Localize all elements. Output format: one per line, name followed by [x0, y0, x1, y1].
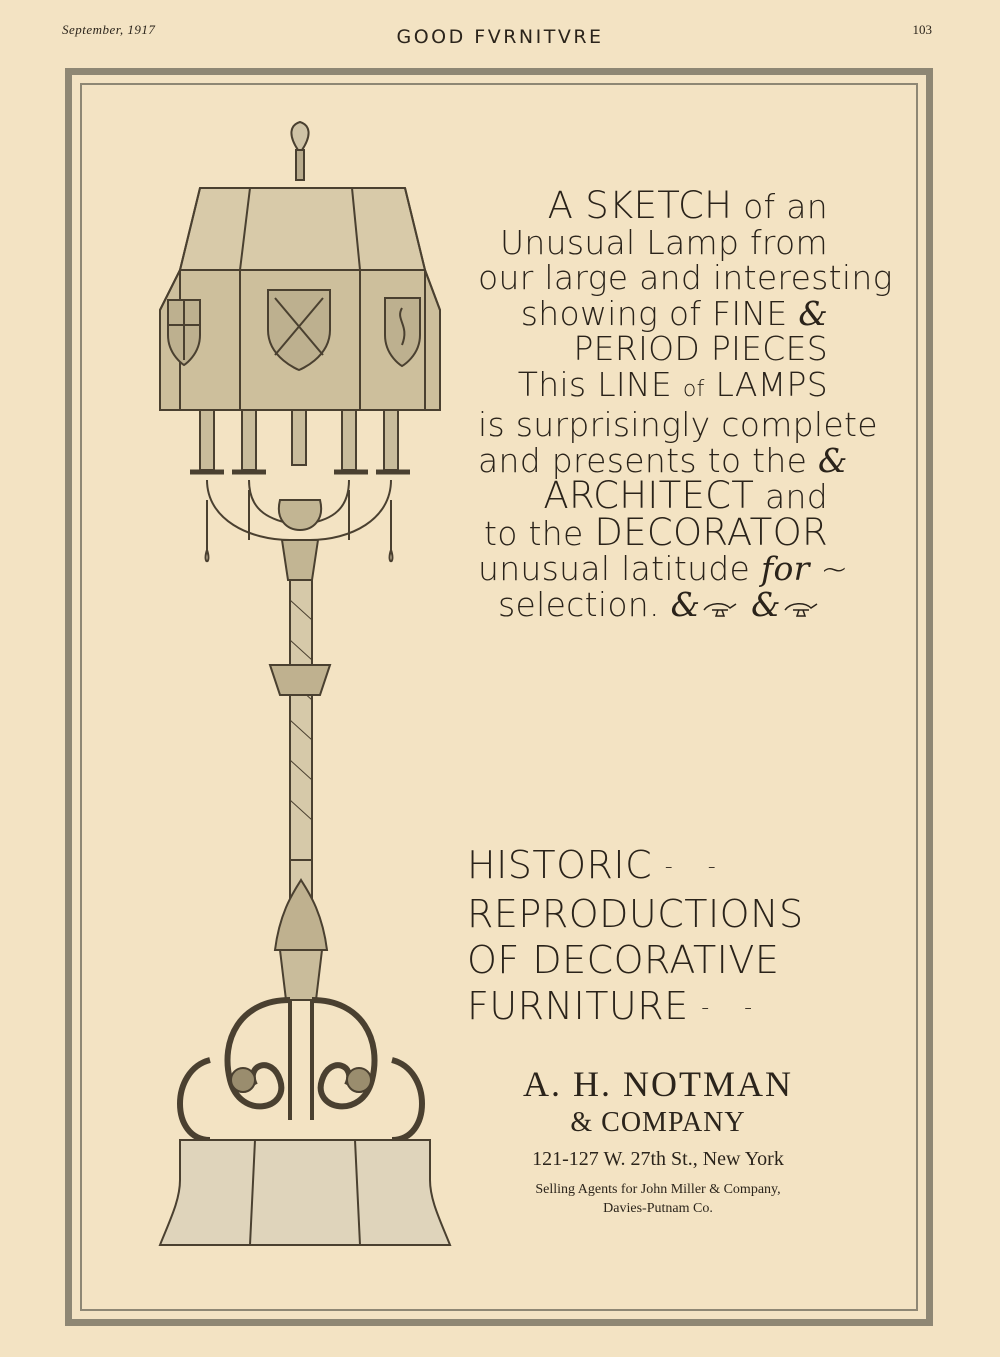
oil-lamp-ornament-icon — [781, 594, 821, 618]
text-fragment: showing of FINE — [520, 293, 788, 333]
text-fragment: selection. — [498, 584, 660, 624]
dash-ornament: - - — [664, 854, 730, 880]
running-head — [0, 20, 1000, 50]
sketch-heading: A SKETCH — [547, 184, 733, 227]
issue-date: September, 1917 — [62, 22, 156, 37]
text-fragment: unusual latitude — [478, 549, 751, 588]
text-fragment: of — [682, 376, 705, 402]
ampersand-ornament: & — [817, 440, 848, 480]
text-fragment: and — [765, 477, 828, 516]
text-fragment: ARCHITECT — [543, 474, 755, 517]
text-fragment: This LINE — [517, 364, 673, 404]
ampersand-ornament: & — [670, 584, 701, 624]
selling-agents-line: Davies-Putnam Co. — [603, 1201, 713, 1216]
firm-company: & COMPANY — [570, 1107, 746, 1138]
page-number: 103 — [912, 22, 932, 37]
firm-block — [458, 1062, 858, 1218]
text-line: our large and interesting — [478, 258, 893, 297]
text-line: HISTORIC — [467, 843, 653, 887]
text-fragment: LAMPS — [715, 364, 828, 404]
text-fragment: for — [760, 549, 810, 588]
text-line: OF DECORATIVE — [467, 937, 780, 982]
text-line: REPRODUCTIONS — [467, 891, 804, 936]
oil-lamp-ornament-icon — [700, 594, 740, 618]
text-fragment: and presents to the — [478, 440, 808, 480]
lamp-description-text: A SKETCH of an Unusual Lamp from our large and interesting showing of FINE & PERIOD PIECES This LINE of LAMPS is surprisingly complete and presents to the & ARCHITECT and to the DECORATOR unusual latitude for ~ selection. & & — [478, 184, 893, 624]
ampersand-ornament: & — [798, 293, 828, 333]
dash-ornament: - - — [701, 995, 767, 1020]
text-fragment: DECORATOR — [594, 510, 828, 554]
text-line: is surprisingly complete — [478, 405, 878, 444]
text-line: Unusual Lamp from — [499, 222, 828, 262]
firm-name: A. H. NOTMAN — [523, 1064, 793, 1104]
text-line: PERIOD PIECES — [573, 329, 828, 368]
text-fragment: of an — [743, 187, 828, 226]
firm-address: 121-127 W. 27th St., New York — [532, 1148, 784, 1170]
historic-heading — [467, 842, 857, 1031]
text-fragment: to the — [484, 513, 584, 553]
ampersand-ornament: & — [751, 584, 781, 624]
magazine-title: GOOD FVRNITVRE — [396, 26, 604, 48]
selling-agents-line: Selling Agents for John Miller & Company, — [535, 1182, 781, 1197]
floor-lamp-sketch-icon — [140, 120, 470, 1255]
text-line: FURNITURE — [467, 983, 689, 1028]
